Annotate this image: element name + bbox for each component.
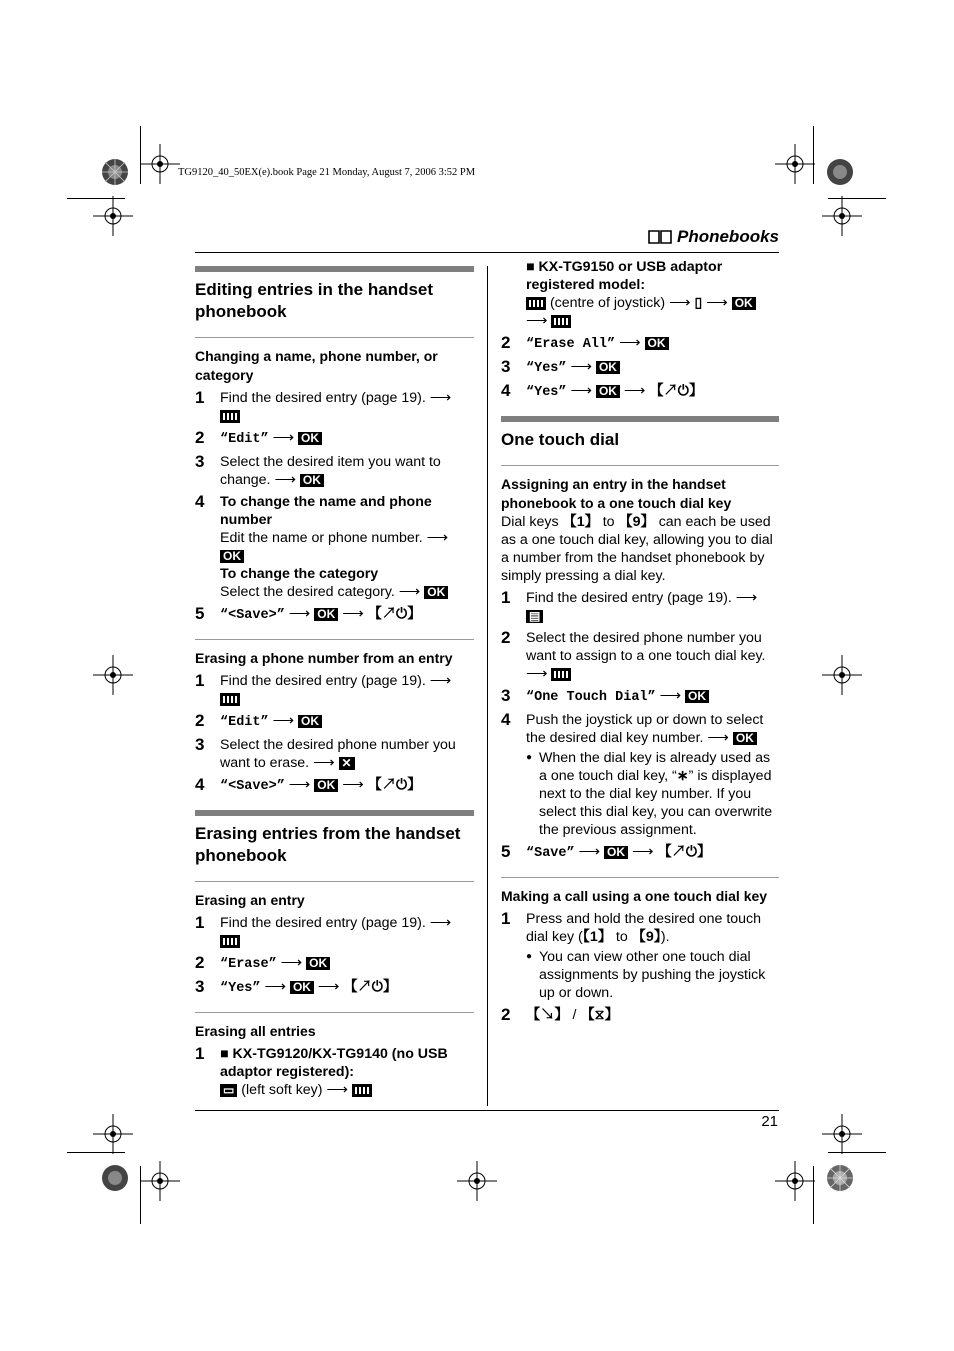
book-info-line: TG9120_40_50EX(e).book Page 21 Monday, August 7, 2006 3:52 PM bbox=[178, 167, 476, 178]
step: 3 Select the desired phone number you want to erase. ⟶ ✕ bbox=[195, 735, 456, 771]
intro-paragraph: Dial keys 【1】 to 【9】 can each be used as a one touch dial key, allowing you to dial a number from the handset phonebook by simply pressing a dial key. bbox=[501, 514, 773, 584]
menu-key-icon bbox=[526, 297, 546, 310]
step: 4 “<Save>” ⟶ OK ⟶ 【↗⏻】 bbox=[195, 775, 422, 794]
ok-key-icon: OK bbox=[306, 957, 330, 970]
phonebook-key-icon: ▤ bbox=[526, 610, 543, 623]
step: 3 “One Touch Dial” ⟶ OK bbox=[501, 687, 779, 707]
ok-key-icon: OK bbox=[314, 608, 338, 621]
menu-key-icon bbox=[551, 668, 571, 681]
ok-key-icon: OK bbox=[596, 385, 620, 398]
ok-key-icon: OK bbox=[596, 361, 620, 374]
off-key-icon: 【↗⏻】 bbox=[343, 979, 398, 995]
page-header bbox=[647, 227, 779, 247]
registration-target-icon bbox=[822, 196, 862, 236]
step: 1 Find the desired entry (page 19). ⟶ bbox=[195, 672, 474, 708]
phonebook-key-icon: ▭ bbox=[220, 1084, 237, 1097]
step-continued: ■ KX-TG9150 or USB adaptor registered model: (centre of joystick) ⟶ ▯ ⟶ OK ⟶ bbox=[501, 258, 779, 330]
registration-target-icon bbox=[93, 655, 133, 695]
step: 4 “Yes” ⟶ OK ⟶ 【↗⏻】 bbox=[501, 381, 704, 400]
step: 1 Find the desired entry (page 19). ⟶ bbox=[195, 389, 474, 425]
menu-key-icon bbox=[551, 315, 571, 328]
footer-rule bbox=[195, 1110, 779, 1111]
subsection-title: Erasing an entry bbox=[195, 892, 305, 908]
ok-key-icon: OK bbox=[290, 981, 314, 994]
ok-key-icon: OK bbox=[604, 846, 628, 859]
step: 1 Press and hold the desired one touch dial key (【1】 to 【9】). ● You can view other one touch dial assignments by pushing the joystick up or down. bbox=[501, 909, 766, 1001]
subsection-title: Assigning an entry in the handset phonebook to a one touch dial key bbox=[501, 476, 732, 511]
talk-key-icon: 【↘】 bbox=[526, 1007, 569, 1023]
speaker-key-icon: 【⧖】 bbox=[580, 1007, 619, 1023]
page-number: 21 bbox=[761, 1113, 778, 1130]
ok-key-icon: OK bbox=[685, 690, 709, 703]
step: 4 Push the joystick up or down to select the desired dial key number. ⟶ OK ● When the dial key is already used as a one touch dial key, “∗” is displayed next to the dial key number. If you select this dial key, you can overwrite the previous assignment. bbox=[501, 710, 773, 838]
page-header-title: Phonebooks bbox=[676, 227, 779, 246]
step: 2 “Erase All” ⟶ OK bbox=[501, 334, 779, 354]
ok-key-icon: OK bbox=[300, 474, 324, 487]
left-column bbox=[195, 266, 474, 1099]
registration-target-icon bbox=[93, 196, 133, 236]
right-column bbox=[501, 258, 779, 1024]
registration-target-icon bbox=[775, 1161, 815, 1201]
ok-key-icon: OK bbox=[645, 337, 669, 350]
ok-key-icon: OK bbox=[314, 779, 338, 792]
square-bullet: ■ bbox=[220, 1046, 229, 1062]
column-divider bbox=[487, 266, 488, 1106]
step: 3 “Yes” ⟶ OK bbox=[501, 358, 779, 378]
book-icon bbox=[647, 229, 673, 245]
square-bullet: ■ bbox=[526, 259, 535, 275]
step: 4 To change the name and phone number Edit the name or phone number. ⟶ OK To change the category Select the desired category. ⟶ OK bbox=[195, 492, 449, 600]
subsection-title: Making a call using a one touch dial key bbox=[501, 888, 768, 904]
menu-key-icon bbox=[220, 935, 240, 948]
registration-target-icon bbox=[822, 1114, 862, 1154]
step: 3 Select the desired item you want to change. ⟶ OK bbox=[195, 452, 441, 488]
color-wheel-icon bbox=[101, 158, 129, 186]
step: 1 Find the desired entry (page 19). ⟶ bbox=[195, 914, 474, 950]
step: 2 “Erase” ⟶ OK bbox=[195, 954, 474, 974]
phonebook-icon: ▯ bbox=[694, 295, 703, 311]
color-wheel-icon bbox=[101, 1164, 129, 1192]
subsection-title: Erasing all entries bbox=[195, 1023, 316, 1039]
step: 5 “<Save>” ⟶ OK ⟶ 【↗⏻】 bbox=[195, 604, 422, 623]
header-rule bbox=[195, 252, 779, 253]
ok-key-icon: OK bbox=[424, 586, 448, 599]
step: 2 “Edit” ⟶ OK bbox=[195, 712, 474, 732]
step: 5 “Save” ⟶ OK ⟶ 【↗⏻】 bbox=[501, 842, 712, 861]
ok-key-icon: OK bbox=[298, 432, 322, 445]
step: 2 【↘】 / 【⧖】 bbox=[501, 1005, 619, 1024]
off-key-icon: 【↗⏻】 bbox=[367, 606, 422, 622]
section-title: One touch dial bbox=[501, 422, 779, 466]
off-key-icon: 【↗⏻】 bbox=[367, 777, 422, 793]
menu-key-icon bbox=[220, 693, 240, 706]
step: 2 “Edit” ⟶ OK bbox=[195, 429, 474, 449]
menu-key-icon bbox=[220, 410, 240, 423]
registration-target-icon bbox=[457, 1161, 497, 1201]
registration-target-icon bbox=[140, 1161, 180, 1201]
ok-key-icon: OK bbox=[732, 297, 756, 310]
color-wheel-icon bbox=[826, 158, 854, 186]
registration-target-icon bbox=[822, 655, 862, 695]
clear-key-icon: ✕ bbox=[339, 757, 355, 770]
registration-target-icon bbox=[775, 144, 815, 184]
off-key-icon: 【↗⏻】 bbox=[657, 844, 712, 860]
off-key-icon: 【↗⏻】 bbox=[649, 383, 704, 399]
step: 3 “Yes” ⟶ OK ⟶ 【↗⏻】 bbox=[195, 977, 398, 996]
section-title: Editing entries in the handset phonebook bbox=[195, 272, 474, 338]
section-title: Erasing entries from the handset phonebook bbox=[195, 816, 474, 882]
subsection-title: Changing a name, phone number, or category bbox=[195, 348, 438, 383]
step: 1 ■ KX-TG9120/KX-TG9140 (no USB adaptor registered): ▭ (left soft key) ⟶ bbox=[195, 1044, 448, 1098]
step: 2 Select the desired phone number you want to assign to a one touch dial key. ⟶ bbox=[501, 628, 766, 682]
ok-key-icon: OK bbox=[298, 715, 322, 728]
step: 1 Find the desired entry (page 19). ⟶ ▤ bbox=[501, 588, 758, 623]
menu-key-icon bbox=[352, 1084, 372, 1097]
registration-target-icon bbox=[140, 144, 180, 184]
registration-target-icon bbox=[93, 1114, 133, 1154]
ok-key-icon: OK bbox=[733, 732, 757, 745]
subsection-title: Erasing a phone number from an entry bbox=[195, 650, 453, 666]
color-wheel-icon bbox=[826, 1164, 854, 1192]
ok-key-icon: OK bbox=[220, 550, 244, 563]
